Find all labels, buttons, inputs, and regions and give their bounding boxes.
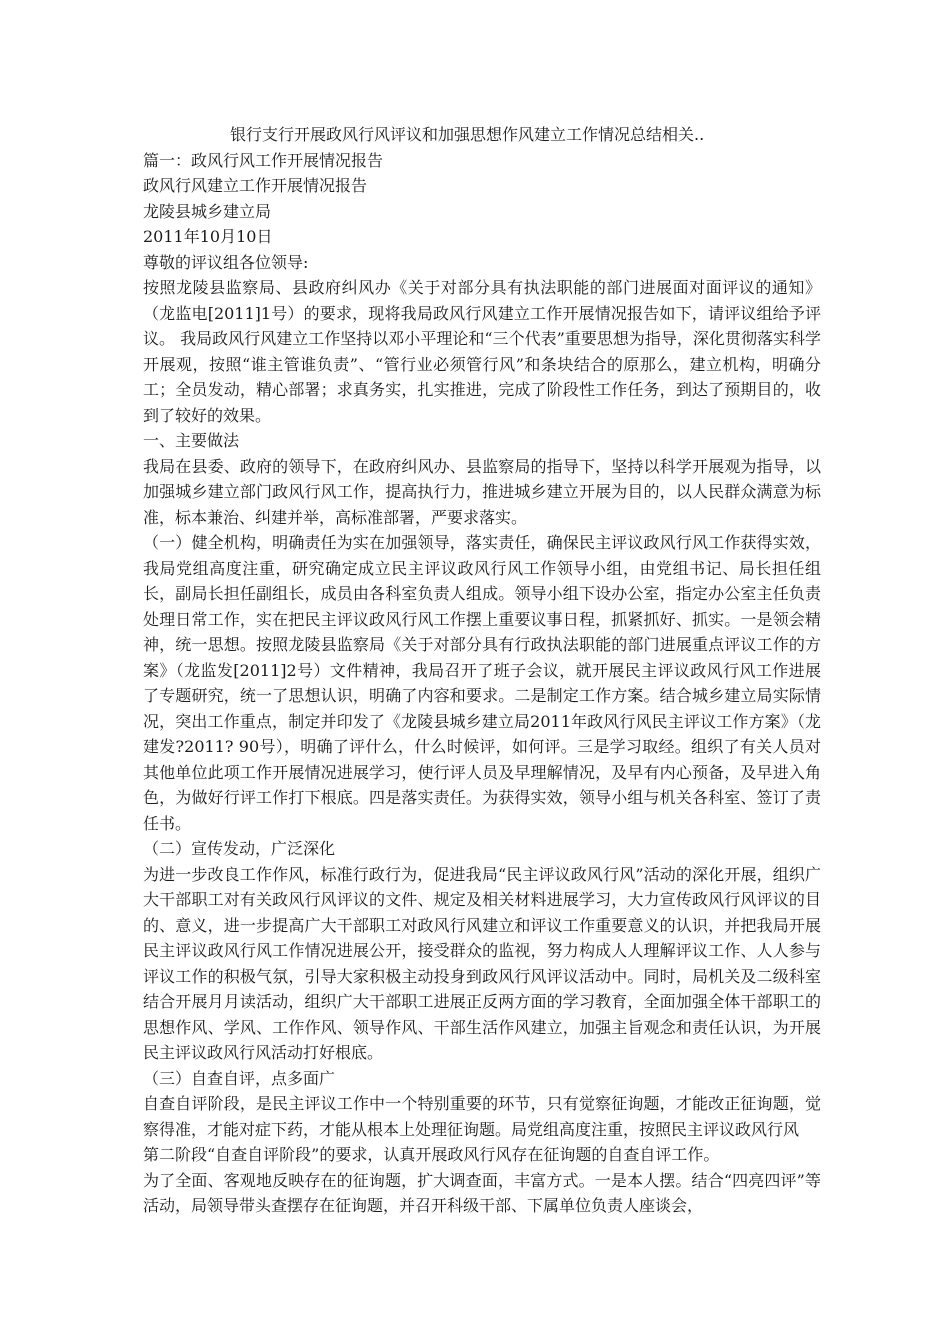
document-title: 银行支行开展政风行风评议和加强思想作风建立工作情况总结相关.. xyxy=(230,125,705,144)
intro-paragraph: 按照龙陵县监察局、县政府纠风办《关于对部分具有执法职能的部门进展面对面评议的通知》（龙监电[2011]1号）的要求，现将我局政风行风建立工作开展情况报告如下，请评议组给予评议。 我局政风行风建立工作坚持以邓小平理论和“三个代表”重要思想为指导，深化贯彻落实科学开展观，按照“谁主管谁负责”、“管行业必须管行风”和条块结合的原那么，建立机构，明确分工；全员发动，精心部署；求真务实，扎实推进，完成了阶段性工作任务，到达了预期目的，收到了较好的效果。 xyxy=(143,278,821,425)
section-heading-part1: 篇一：政风行风工作开展情况报告 xyxy=(143,150,384,170)
subsection-2-paragraph: 为进一步改良工作作风，标准行政行为，促进我局“民主评议政风行风”活动的深化开展，组织广大干部职工对有关政风行风评议的文件、规定及相关材料进展学习，大力宣传政风行风评议的目的、意义，进一步提高广大干部职工对政风行风建立和评议工作重要意义的认识，并把我局开展民主评议政风行风工作情况进展公开，接受群众的监视，努力构成人人理解评议工作、人人参与评议工作的积极气氛，引导大家积极主动投身到政风行风评议活动中。同时，局机关及二级科室结合开展月月读活动，组织广大干部职工进展正反两方面的学习教育，全面加强全体干部职工的思想作风、学风、工作作风、领导作风、干部生活作风建立，加强主旨观念和责任认识，为开展民主评议政风行风活动打好根底。 xyxy=(143,864,821,1062)
subsection-2-heading: （二）宣传发动，广泛深化 xyxy=(143,839,336,858)
subsection-1-paragraph: （一）健全机构，明确责任为实在加强领导，落实责任，确保民主评议政风行风工作获得实效，我局党组高度注重，研究确定成立民主评议政风行风工作领导小组，由党组书记、局长担任组长，副局长担任副组长，成员由各科室负责人组成。领导小组下设办公室，指定办公室主任负责处理日常工作，实在把民主评议政风行风工作摆上重要议事日程，抓紧抓好、抓实。一是领会精神，统一思想。按照龙陵县监察局《关于对部分具有行政执法职能的部门进展重点评议工作的方案》（龙监发[2011]2号）文件精神，我局召开了班子会议，就开展民主评议政风行风工作进展了专题研究，统一了思想认识，明确了内容和要求。二是制定工作方案。结合城乡建立局实际情况，突出工作重点，制定并印发了《龙陵县城乡建立局2011年政风行风民主评议工作方案》（龙建发?2011? 90号），明确了评什么，什么时候评，如何评。三是学习取经。组织了有关人员对其他单位此项工作开展情况进展学习，使行评人员及早理解情况，及早有内心预备，及早进入角色，为做好行评工作打下根底。四是落实责任。为获得实效，领导小组与机关各科室、签订了责任书。 xyxy=(143,533,821,833)
report-date: 2011年10月10日 xyxy=(143,227,273,246)
subsection-3-paragraph: 自查自评阶段，是民主评议工作中一个特别重要的环节，只有觉察征询题，才能改正征询题，觉察得准，才能对症下药，才能从根本上处理征询题。局党组高度注重，按照民主评议政风行风 xyxy=(143,1094,821,1139)
organization-name: 龙陵县城乡建立局 xyxy=(143,201,272,221)
subsection-3-heading: （三）自查自评，点多面广 xyxy=(143,1068,336,1088)
section-heading-main-practices: 一、主要做法 xyxy=(143,431,240,450)
document-body xyxy=(143,122,821,1219)
salutation: 尊敬的评议组各位领导: xyxy=(143,252,309,272)
second-stage-paragraph: 第二阶段“自查自评阶段”的要求，认真开展政风行风存在征询题的自查自评工作。 xyxy=(143,1145,720,1164)
practices-paragraph: 我局在县委、政府的领导下，在政府纠风办、县监察局的指导下，坚持以科学开展观为指导，以加强城乡建立部门政风行风工作，提高执行力，推进城乡建立开展为目的，以人民群众满意为标准，标本兼治、纠建并举，高标准部署，严要求落实。 xyxy=(143,456,821,527)
report-title: 政风行风建立工作开展情况报告 xyxy=(143,176,368,195)
survey-paragraph: 为了全面、客观地反映存在的征询题，扩大调查面，丰富方式。一是本人摆。结合“四亮四评”等活动，局领导带头查摆存在征询题，并召开科级干部、下属单位负责人座谈会， xyxy=(143,1170,821,1215)
